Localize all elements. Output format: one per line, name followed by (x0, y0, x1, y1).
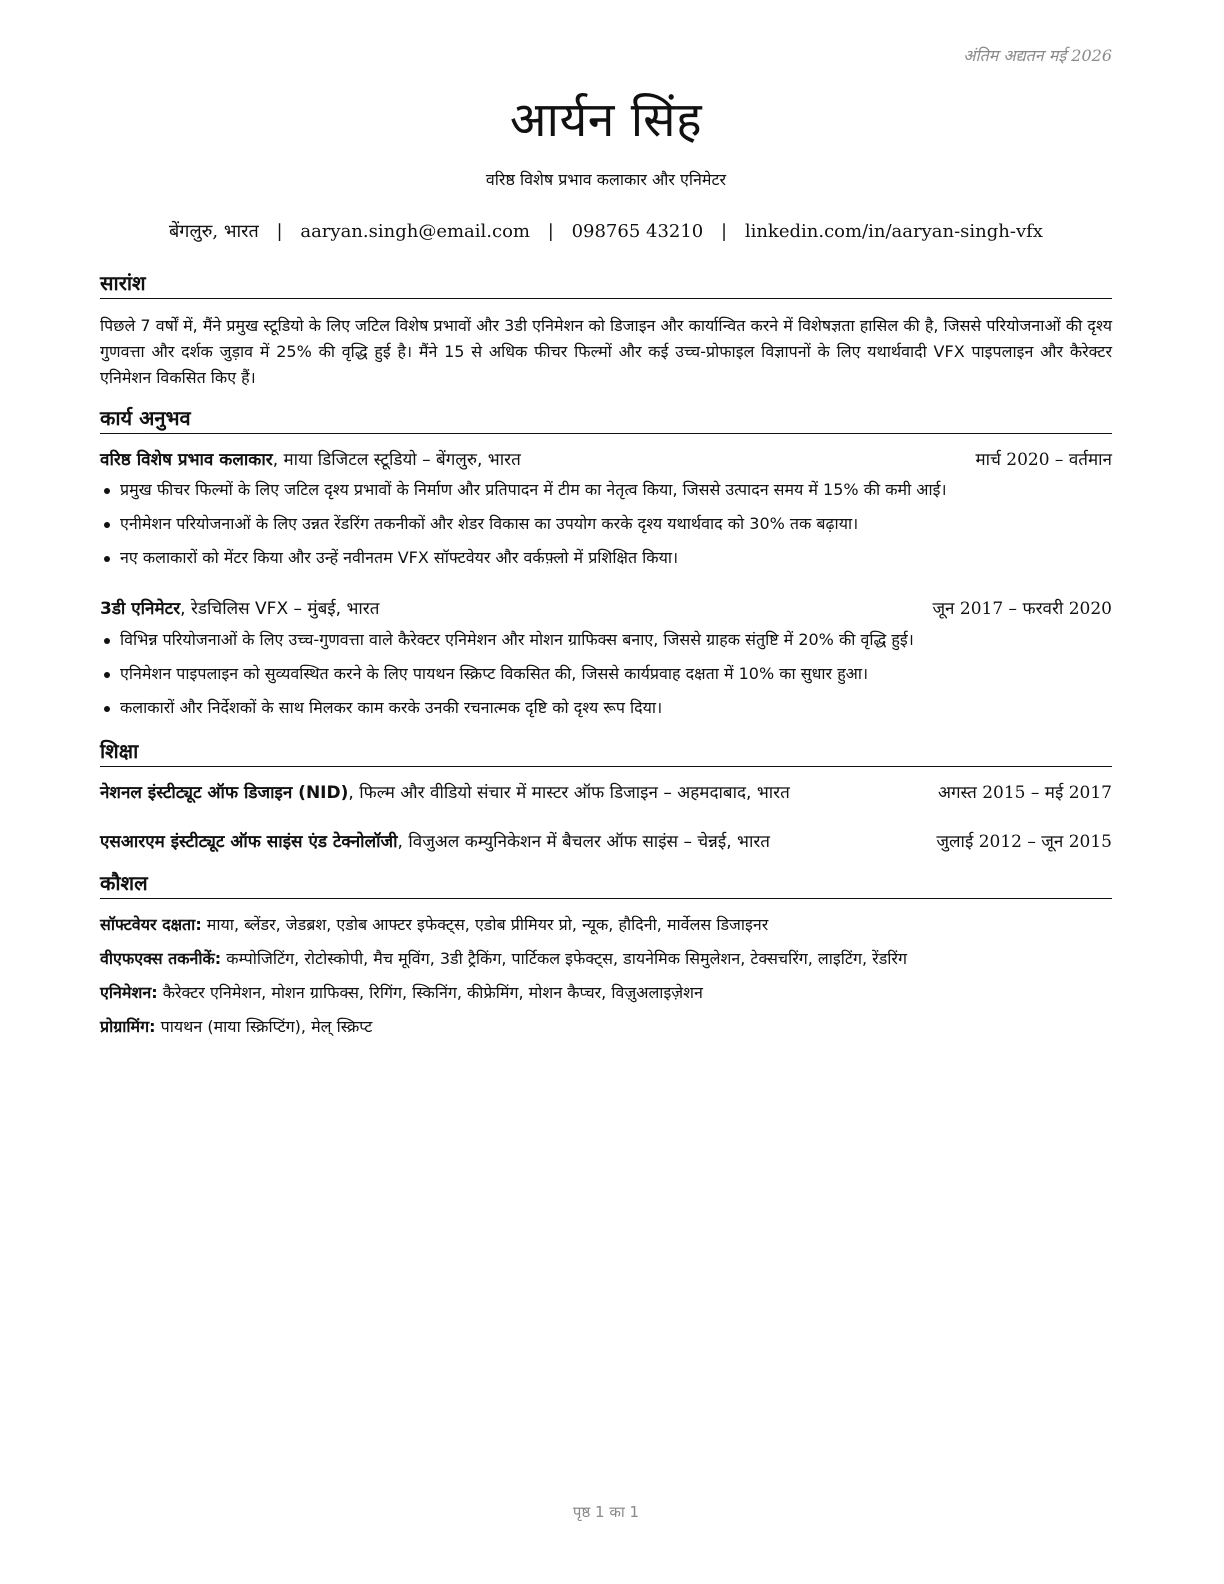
skill-line (100, 947, 1112, 971)
skill-line (100, 913, 1112, 937)
section-heading-summary: सारांश (100, 270, 1112, 299)
education-dates: अगस्त 2015 – मई 2017 (937, 783, 1112, 803)
contact-line (100, 219, 1112, 243)
page-number: पृष्ठ 1 का 1 (572, 1503, 640, 1521)
education-item (100, 830, 1112, 854)
job-title: 3डी एनिमेटर (100, 599, 181, 619)
skill-line (100, 1015, 1112, 1039)
contact-separator: | (276, 221, 283, 242)
job-dates: जून 2017 – फरवरी 2020 (932, 599, 1112, 619)
contact-linkedin[interactable]: linkedin.com/in/aaryan-singh-vfx (744, 221, 1043, 242)
skill-value: कम्पोजिटिंग, रोटोस्कोपी, मैच मूविंग, 3डी ट्रैकिंग, पार्टिकल इफेक्ट्स, डायनेमिक सिमुलेशन, टेक्सचरिंग, लाइटिंग, रेंडरिंग (221, 949, 907, 968)
education-dates: जुलाई 2012 – जून 2015 (936, 832, 1112, 852)
contact-email[interactable]: aaryan.singh@email.com (300, 221, 531, 242)
degree-detail: , फिल्म और वीडियो संचार में मास्टर ऑफ डिजाइन – अहमदाबाद, भारत (348, 783, 790, 803)
skill-value: माया, ब्लेंडर, जेडब्रश, एडोब आफ्टर इफेक्ट्स, एडोब प्रीमियर प्रो, न्यूक, हौदिनी, मार्वेलस डिजाइनर (201, 915, 769, 934)
skill-value: कैरेक्टर एनिमेशन, मोशन ग्राफिक्स, रिगिंग, स्किनिंग, कीफ्रेमिंग, मोशन कैप्चर, विज़ुअलाइज़ेशन (157, 983, 703, 1002)
skill-label: वीएफएक्स तकनीकें: (100, 949, 222, 968)
job-bullets (100, 478, 1112, 580)
last-updated: अंतिम अद्यतन मई 2026 (963, 46, 1112, 65)
summary-text: पिछले 7 वर्षों में, मैंने प्रमुख स्टूडियो के लिए जटिल विशेष प्रभावों और 3डी एनिमेशन को डिजाइन और कार्यान्वित करने में विशेषज्ञता हासिल की है, जिससे परियोजनाओं की दृश्य गुणवत्ता और दर्शक जुड़ाव में 25% की वृद्धि हुई है। मैंने 15 से अधिक फीचर फिल्मों और कई उच्च-प्रोफाइल विज्ञापनों के लिए यथार्थवादी VFX पाइपलाइन और कैरेक्टर एनिमेशन विकसित किए हैं। (100, 316, 1112, 387)
section-heading-education: शिक्षा (100, 738, 1112, 767)
degree-detail: , विजुअल कम्युनिकेशन में बैचलर ऑफ साइंस – चेन्नई, भारत (397, 832, 770, 852)
skill-label: प्रोग्रामिंग: (100, 1017, 156, 1036)
list-item: नए कलाकारों को मेंटर किया और उन्हें नवीनतम VFX सॉफ्टवेयर और वर्कफ़्लो में प्रशिक्षित किया। (100, 546, 1112, 580)
contact-separator: | (547, 221, 554, 242)
education-item (100, 781, 1112, 805)
job-dates: मार्च 2020 – वर्तमान (975, 450, 1112, 470)
school-name: नेशनल इंस्टीट्यूट ऑफ डिजाइन (NID) (100, 783, 349, 803)
contact-phone: 098765 43210 (571, 221, 704, 242)
job-title: वरिष्ठ विशेष प्रभाव कलाकार (100, 450, 273, 470)
contact-location: बेंगलुरु, भारत (169, 221, 259, 242)
job-header (100, 448, 1112, 472)
list-item: प्रमुख फीचर फिल्मों के लिए जटिल दृश्य प्रभावों के निर्माण और प्रतिपादन में टीम का नेतृत्व किया, जिससे उत्पादन समय में 15% की कमी आई। (100, 478, 1112, 512)
section-heading-skills: कौशल (100, 870, 1112, 899)
candidate-title: वरिष्ठ विशेष प्रभाव कलाकार और एनिमेटर (485, 170, 727, 189)
skill-label: सॉफ्टवेयर दक्षता: (100, 915, 202, 934)
skill-line (100, 981, 1112, 1005)
list-item: एनिमेशन पाइपलाइन को सुव्यवस्थित करने के लिए पायथन स्क्रिप्ट विकसित की, जिससे कार्यप्रवाह दक्षता में 10% का सुधार हुआ। (100, 662, 1112, 696)
list-item: विभिन्न परियोजनाओं के लिए उच्च-गुणवत्ता वाले कैरेक्टर एनिमेशन और मोशन ग्राफिक्स बनाए, जिससे ग्राहक संतुष्टि में 20% की वृद्धि हुई। (100, 628, 1112, 662)
list-item: एनीमेशन परियोजनाओं के लिए उन्नत रेंडरिंग तकनीकों और शेडर विकास का उपयोग करके दृश्य यथार्थवाद को 30% तक बढ़ाया। (100, 512, 1112, 546)
job-organization: , माया डिजिटल स्टूडियो – बेंगलुरु, भारत (272, 450, 521, 470)
school-name: एसआरएम इंस्टीट्यूट ऑफ साइंस एंड टेक्नोलॉजी (100, 832, 398, 852)
skill-value: पायथन (माया स्क्रिप्टिंग), मेल् स्क्रिप्ट (155, 1017, 373, 1036)
list-item: कलाकारों और निर्देशकों के साथ मिलकर काम करके उनकी रचनात्मक दृष्टि को दृश्य रूप दिया। (100, 696, 1112, 730)
candidate-name: आर्यन सिंह (509, 92, 703, 148)
job-bullets (100, 628, 1112, 730)
job-organization: , रेडचिलिस VFX – मुंबई, भारत (180, 599, 380, 619)
resume-page (100, 0, 1112, 1584)
section-heading-experience: कार्य अनुभव (100, 405, 1112, 434)
skill-label: एनिमेशन: (100, 983, 158, 1002)
contact-separator: | (721, 221, 728, 242)
job-header (100, 597, 1112, 621)
